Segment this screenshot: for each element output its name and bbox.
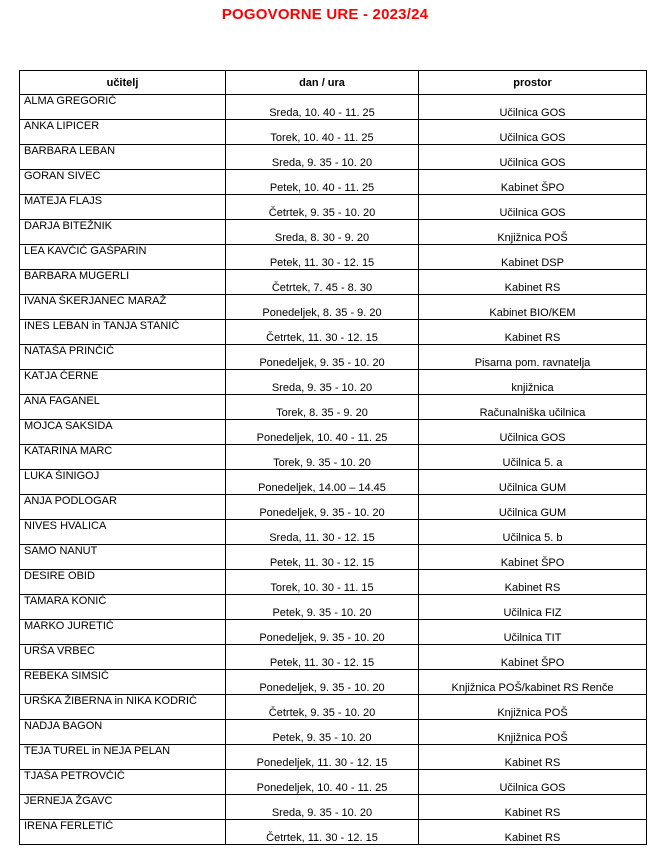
day-time-cell: Torek, 8. 35 - 9. 20: [226, 395, 419, 420]
day-time-cell: Sreda, 9. 35 - 10. 20: [226, 145, 419, 170]
table-row: [20, 720, 647, 745]
day-time-cell: Petek, 11. 30 - 12. 15: [226, 545, 419, 570]
room-cell: Učilnica GUM: [419, 470, 647, 495]
table-row: [20, 170, 647, 195]
room-cell: Učilnica 5. a: [419, 445, 647, 470]
day-time-cell: Petek, 9. 35 - 10. 20: [226, 595, 419, 620]
teacher-cell: KATARINA MARC: [20, 445, 226, 470]
room-cell: Učilnica 5. b: [419, 520, 647, 545]
day-time-cell: Četrtek, 9. 35 - 10. 20: [226, 195, 419, 220]
table-row: [20, 770, 647, 795]
room-cell: Kabinet DSP: [419, 245, 647, 270]
teacher-cell: DESIRE OBID: [20, 570, 226, 595]
table-row: [20, 570, 647, 595]
room-cell: Kabinet RS: [419, 570, 647, 595]
teacher-cell: ANJA PODLOGAR: [20, 495, 226, 520]
table-row: [20, 595, 647, 620]
room-cell: Učilnica GOS: [419, 195, 647, 220]
room-cell: Kabinet ŠPO: [419, 170, 647, 195]
table-row: [20, 345, 647, 370]
table-header: [20, 71, 647, 95]
room-cell: Kabinet BIO/KEM: [419, 295, 647, 320]
table-row: [20, 295, 647, 320]
table-row: [20, 695, 647, 720]
day-time-cell: Četrtek, 9. 35 - 10. 20: [226, 695, 419, 720]
table-row: [20, 820, 647, 845]
day-time-cell: Ponedeljek, 11. 30 - 12. 15: [226, 745, 419, 770]
table-row: [20, 420, 647, 445]
room-cell: Učilnica GOS: [419, 120, 647, 145]
teacher-cell: NATAŠA PRINČIČ: [20, 345, 226, 370]
room-cell: Kabinet RS: [419, 320, 647, 345]
teacher-cell: NIVES HVALICA: [20, 520, 226, 545]
teacher-cell: IRENA FERLETIČ: [20, 820, 226, 845]
day-time-cell: Sreda, 9. 35 - 10. 20: [226, 795, 419, 820]
schedule-table: [19, 70, 647, 845]
teacher-cell: TAMARA KONIČ: [20, 595, 226, 620]
teacher-cell: NADJA BAGON: [20, 720, 226, 745]
teacher-cell: TJAŠA PETROVČIČ: [20, 770, 226, 795]
day-time-cell: Sreda, 8. 30 - 9. 20: [226, 220, 419, 245]
room-cell: Knjižnica POŠ/kabinet RS Renče: [419, 670, 647, 695]
table-row: [20, 320, 647, 345]
table-row: [20, 120, 647, 145]
day-time-cell: Torek, 9. 35 - 10. 20: [226, 445, 419, 470]
table-row: [20, 370, 647, 395]
teacher-cell: TEJA TUREL in NEJA PELAN: [20, 745, 226, 770]
teacher-cell: GORAN SIVEC: [20, 170, 226, 195]
page-title: POGOVORNE URE - 2023/24: [221, 6, 429, 23]
table-row: [20, 245, 647, 270]
room-cell: Učilnica FIZ: [419, 595, 647, 620]
teacher-cell: ANKA LIPICER: [20, 120, 226, 145]
table-row: [20, 145, 647, 170]
day-time-cell: Ponedeljek, 10. 40 - 11. 25: [226, 420, 419, 445]
day-time-cell: Petek, 11. 30 - 12. 15: [226, 245, 419, 270]
table-row: [20, 470, 647, 495]
room-cell: knjižnica: [419, 370, 647, 395]
day-time-cell: Četrtek, 11. 30 - 12. 15: [226, 820, 419, 845]
day-time-cell: Sreda, 11. 30 - 12. 15: [226, 520, 419, 545]
table-row: [20, 220, 647, 245]
teacher-cell: URŠA VRBEC: [20, 645, 226, 670]
table-row: [20, 745, 647, 770]
table-row: [20, 620, 647, 645]
room-cell: Pisarna pom. ravnatelja: [419, 345, 647, 370]
table-row: [20, 670, 647, 695]
teacher-cell: ALMA GREGORIČ: [20, 95, 226, 120]
table-row: [20, 545, 647, 570]
day-time-cell: Petek, 10. 40 - 11. 25: [226, 170, 419, 195]
table-row: [20, 195, 647, 220]
room-cell: Knjižnica POŠ: [419, 695, 647, 720]
day-time-cell: Ponedeljek, 9. 35 - 10. 20: [226, 495, 419, 520]
room-cell: Učilnica GOS: [419, 95, 647, 120]
day-time-cell: Sreda, 10. 40 - 11. 25: [226, 95, 419, 120]
teacher-cell: MATEJA FLAJS: [20, 195, 226, 220]
day-time-cell: Ponedeljek, 14.00 – 14.45: [226, 470, 419, 495]
teacher-cell: LUKA ŠINIGOJ: [20, 470, 226, 495]
room-cell: Knjižnica POŠ: [419, 720, 647, 745]
day-time-cell: Ponedeljek, 9. 35 - 10. 20: [226, 620, 419, 645]
column-header-day-time: dan / ura: [226, 71, 419, 95]
teacher-cell: IVANA ŠKERJANEC MARAŽ: [20, 295, 226, 320]
room-cell: Kabinet RS: [419, 795, 647, 820]
table-row: [20, 495, 647, 520]
teacher-cell: KATJA ČERNE: [20, 370, 226, 395]
table-row: [20, 520, 647, 545]
day-time-cell: Torek, 10. 30 - 11. 15: [226, 570, 419, 595]
teacher-cell: DARJA BITEŽNIK: [20, 220, 226, 245]
teacher-cell: BARBARA MUGERLI: [20, 270, 226, 295]
table-row: [20, 645, 647, 670]
room-cell: Učilnica TIT: [419, 620, 647, 645]
room-cell: Knjižnica POŠ: [419, 220, 647, 245]
day-time-cell: Petek, 9. 35 - 10. 20: [226, 720, 419, 745]
day-time-cell: Ponedeljek, 9. 35 - 10. 20: [226, 670, 419, 695]
day-time-cell: Četrtek, 7. 45 - 8. 30: [226, 270, 419, 295]
table-row: [20, 270, 647, 295]
room-cell: Kabinet RS: [419, 270, 647, 295]
day-time-cell: Ponedeljek, 10. 40 - 11. 25: [226, 770, 419, 795]
room-cell: Kabinet ŠPO: [419, 545, 647, 570]
header-row: [20, 71, 647, 95]
teacher-cell: REBEKA SIMSIČ: [20, 670, 226, 695]
room-cell: Kabinet ŠPO: [419, 645, 647, 670]
day-time-cell: Petek, 11. 30 - 12. 15: [226, 645, 419, 670]
teacher-cell: MARKO JURETIČ: [20, 620, 226, 645]
table-row: [20, 395, 647, 420]
teacher-cell: SAMO NANUT: [20, 545, 226, 570]
day-time-cell: Ponedeljek, 8. 35 - 9. 20: [226, 295, 419, 320]
day-time-cell: Ponedeljek, 9. 35 - 10. 20: [226, 345, 419, 370]
teacher-cell: MOJCA SAKSIDA: [20, 420, 226, 445]
teacher-cell: URŠKA ŽIBERNA in NIKA KODRIČ: [20, 695, 226, 720]
day-time-cell: Torek, 10. 40 - 11. 25: [226, 120, 419, 145]
teacher-cell: INES LEBAN in TANJA STANIČ: [20, 320, 226, 345]
column-header-room: prostor: [419, 71, 647, 95]
teacher-cell: ANA FAGANEL: [20, 395, 226, 420]
room-cell: Učilnica GOS: [419, 420, 647, 445]
room-cell: Učilnica GUM: [419, 495, 647, 520]
teacher-cell: LEA KAVČIČ GAŠPARIN: [20, 245, 226, 270]
table-row: [20, 795, 647, 820]
room-cell: Kabinet RS: [419, 745, 647, 770]
table-row: [20, 445, 647, 470]
room-cell: Računalniška učilnica: [419, 395, 647, 420]
teacher-cell: JERNEJA ŽGAVC: [20, 795, 226, 820]
room-cell: Učilnica GOS: [419, 770, 647, 795]
teacher-cell: BARBARA LEBAN: [20, 145, 226, 170]
column-header-teacher: učitelj: [20, 71, 226, 95]
day-time-cell: Sreda, 9. 35 - 10. 20: [226, 370, 419, 395]
table-body: [20, 95, 647, 845]
room-cell: Učilnica GOS: [419, 145, 647, 170]
room-cell: Kabinet RS: [419, 820, 647, 845]
table-row: [20, 95, 647, 120]
day-time-cell: Četrtek, 11. 30 - 12. 15: [226, 320, 419, 345]
